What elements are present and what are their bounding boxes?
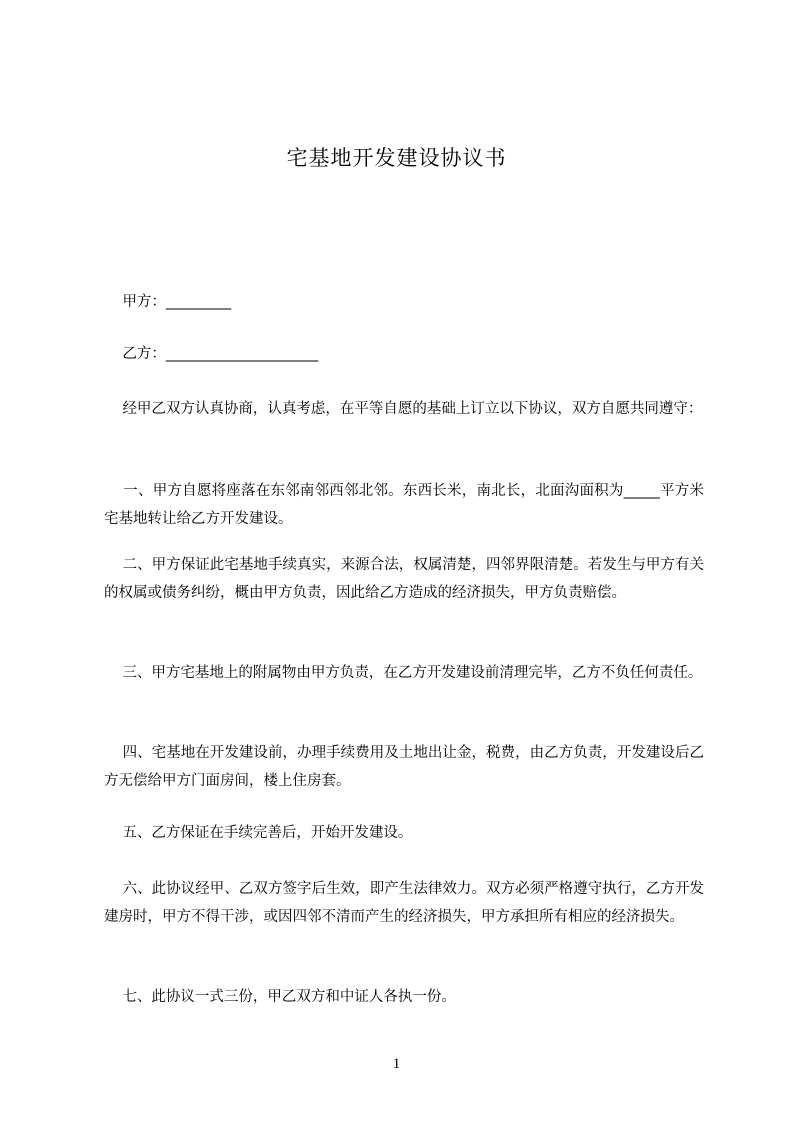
- party-b-line: 乙方：_____________________: [104, 346, 319, 362]
- clause-2: 二、甲方保证此宅基地手续真实，来源合法，权属清楚，四邻界限清楚。若发生与甲方有关的权属或债务纠纷，概由甲方负责，因此给乙方造成的经济损失，甲方负责赔偿。: [104, 557, 705, 601]
- party-a-line: 甲方：_________: [104, 294, 232, 310]
- clause-4: 四、宅基地在开发建设前，办理手续费用及土地出让金，税费，由乙方负责，开发建设后乙方无偿给甲方门面房间，楼上住房套。: [104, 745, 705, 789]
- clause-6: 六、此协议经甲、乙双方签字后生效，即产生法律效力。双方必须严格遵守执行，乙方开发建房时，甲方不得干涉，或因四邻不清而产生的经济损失，甲方承担所有相应的经济损失。: [104, 881, 705, 925]
- clause-5: 五、乙方保证在手续完善后，开始开发建设。: [104, 825, 413, 841]
- page-number: 1: [392, 1056, 401, 1072]
- clause-3: 三、甲方宅基地上的附属物由甲方负责，在乙方开发建设前清理完毕，乙方不负任何责任。: [104, 665, 703, 681]
- preamble-paragraph: 经甲乙双方认真协商，认真考虑，在平等自愿的基础上订立以下协议，双方自愿共同遵守：: [104, 401, 703, 417]
- document-title: 宅基地开发建设协议书: [286, 146, 507, 170]
- clause-7: 七、此协议一式三份，甲乙双方和中证人各执一份。: [104, 989, 456, 1005]
- clause-1: 一、甲方自愿将座落在东邻南邻西邻北邻。东西长米，南北长，北面沟面积为_____平方米 宅基地转让给乙方开发建设。: [104, 483, 709, 527]
